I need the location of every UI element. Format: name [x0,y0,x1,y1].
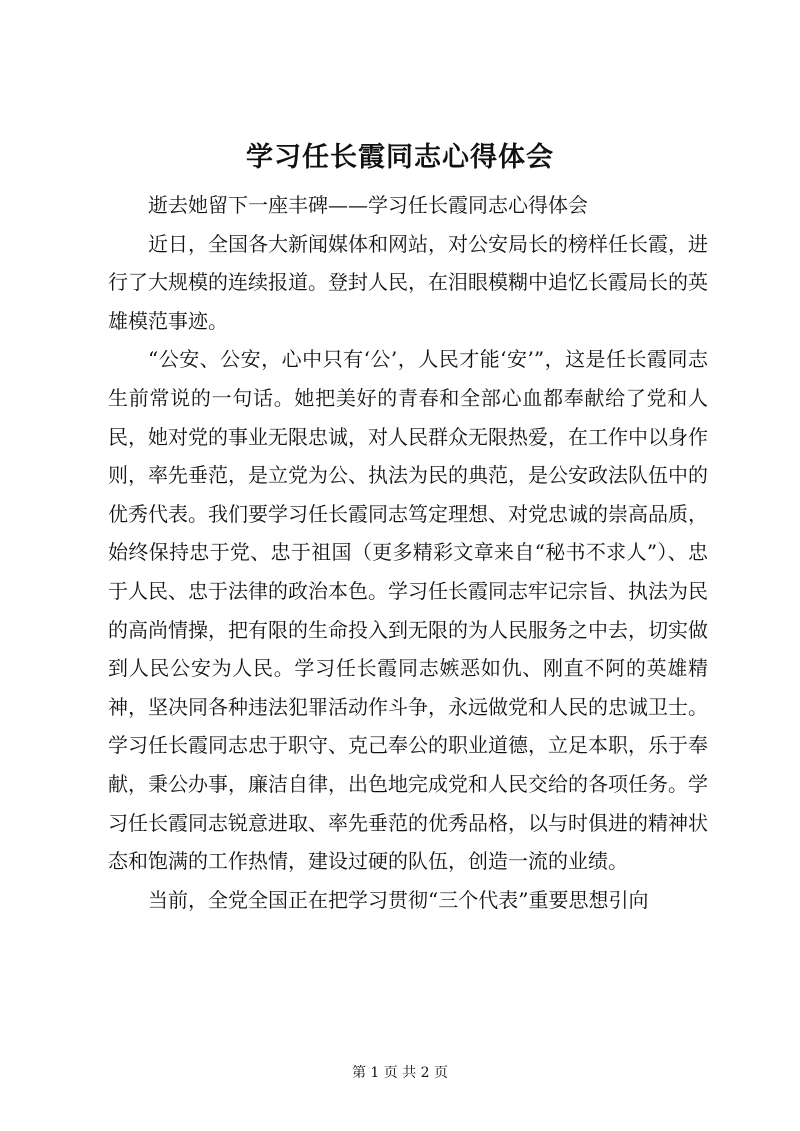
document-body [108,186,708,919]
body-paragraph: “公安、公安，心中只有‘公’，人民才能‘安’”，这是任长霞同志生前常说的一句话。她把美好的青春和全部心血都奉献给了党和人民，她对党的事业无限忠诚，对人民群众无限热爱，在工作中以身作则，率先垂范，是立党为公、执法为民的典范，是公安政法队伍中的优秀代表。我们要学习任长霞同志笃定理想、对党忠诚的崇高品质，始终保持忠于党、忠于祖国（更多精彩文章来自“秘书不求人”）、忠于人民、忠于法律的政治本色。学习任长霞同志牢记宗旨、执法为民的高尚情操，把有限的生命投入到无限的为人民服务之中去，切实做到人民公安为人民。学习任长霞同志嫉恶如仇、刚直不阿的英雄精神，坚决同各种违法犯罪活动作斗争，永远做党和人民的忠诚卫士。学习任长霞同志忠于职守、克己奉公的职业道德，立足本职，乐于奉献，秉公办事，廉洁自律，出色地完成党和人民交给的各项任务。学习任长霞同志锐意进取、率先垂范的优秀品格，以与时俱进的精神状态和饱满的工作热情，建设过硬的队伍，创造一流的业绩。 [108,347,708,874]
body-paragraph: 近日，全国各大新闻媒体和网站，对公安局长的榜样任长霞，进行了大规模的连续报道。登封人民，在泪眼模糊中追忆长霞局长的英雄模范事迹。 [108,231,708,333]
subtitle-paragraph: 逝去她留下一座丰碑——学习任长霞同志心得体会 [148,193,588,217]
body-paragraph: 当前，全党全国正在把学习贯彻“三个代表”重要思想引向 [148,887,649,912]
document-title: 学习任长霞同志心得体会 [246,142,554,173]
page-number-footer: 第 1 页 共 2 页 [351,1065,449,1081]
